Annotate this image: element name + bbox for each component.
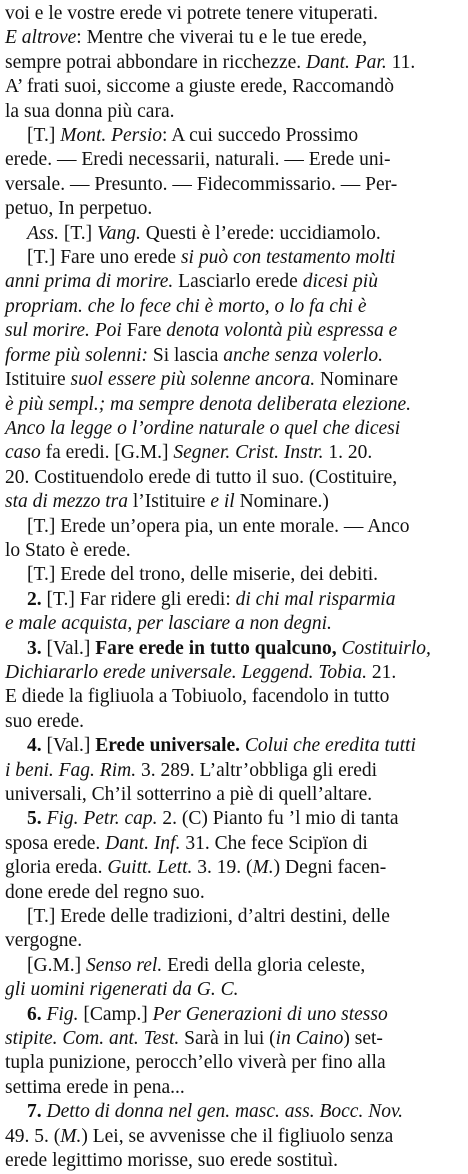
- text-line: [5, 929, 458, 953]
- text-line: [5, 954, 458, 978]
- text-line: [5, 807, 458, 831]
- text-line: [5, 124, 458, 148]
- italic-text: sta di mezzo tra: [5, 491, 128, 513]
- text-line: [5, 319, 458, 343]
- italic-text: anni prima di morire.: [5, 271, 174, 293]
- text-run: ) set-: [343, 1028, 383, 1050]
- text-run: [T.] Erede un’opera pia, un ente morale. — Anco: [27, 515, 410, 537]
- text-run: ) Lei, se avvenisse che il figliuolo senza: [81, 1125, 394, 1147]
- text-run: [T.] Fare uno erede: [27, 247, 181, 269]
- text-line: [5, 881, 458, 905]
- italic-text: Dant. Par.: [306, 51, 387, 73]
- italic-text: Fig.: [46, 1003, 79, 1025]
- text-run: settima erede in pena...: [5, 1076, 185, 1098]
- text-run: 1. 20.: [323, 442, 373, 464]
- text-line: [5, 344, 458, 368]
- text-run: [T.]: [27, 125, 61, 147]
- text-line: [5, 734, 458, 758]
- text-line: [5, 759, 458, 783]
- text-line: [5, 1027, 458, 1051]
- text-run: Nominare: [315, 369, 399, 391]
- text-run: l’Istituire: [127, 491, 211, 513]
- text-run: universali, Ch’il sotterrino a piè di quell’altare.: [5, 784, 373, 805]
- text-line: [5, 515, 458, 539]
- text-line: [5, 856, 458, 880]
- text-line: [5, 710, 458, 734]
- bold-text: 6.: [27, 1003, 42, 1025]
- italic-text: anche senza volerlo.: [223, 344, 384, 366]
- text-run: : Mentre che viverai tu e le tue erede,: [76, 27, 368, 49]
- text-run: voi e le vostre erede vi potrete tenere vituperati.: [5, 3, 379, 24]
- italic-text: Mont. Persio: [60, 125, 163, 147]
- text-run: [Val.]: [41, 637, 96, 659]
- text-run: gloria ereda.: [5, 857, 108, 879]
- text-line: [5, 832, 458, 856]
- text-line: [5, 368, 458, 392]
- italic-text: Dichiararlo erede universale. Leggend. Tobia.: [5, 661, 367, 683]
- text-run: versale. — Presunto. — Fidecommissario. — Per-: [5, 173, 398, 195]
- text-line: [5, 685, 458, 709]
- text-line: [5, 783, 458, 807]
- text-line: [5, 441, 458, 465]
- text-run: 20. Costituendolo erede di tutto il suo. (Costituire,: [5, 466, 398, 488]
- text-line: [5, 1076, 458, 1100]
- text-run: Eredi della gloria celeste,: [162, 954, 366, 976]
- text-run: sposa erede.: [5, 832, 106, 854]
- text-run: 31. Che fece Scipïon di: [180, 832, 368, 854]
- text-run: fa eredi. [G.M.]: [40, 442, 174, 464]
- italic-text: Guitt. Lett.: [107, 857, 193, 879]
- italic-text: stipite. Com. ant. Test.: [5, 1028, 180, 1050]
- text-line: [5, 222, 458, 246]
- text-run: suo erede.: [5, 710, 85, 732]
- italic-text: Dant. Inf.: [105, 832, 181, 854]
- text-run: 3. 289. L’altr’obbliga gli eredi: [136, 759, 378, 781]
- text-run: Nominare.): [234, 491, 329, 513]
- text-line: [5, 490, 458, 514]
- italic-text: denota volontà più espressa e: [166, 320, 398, 342]
- bold-text: 4.: [27, 735, 42, 757]
- italic-text: e male acquista, per lasciare a non degni.: [5, 613, 332, 635]
- italic-text: Costituirlo,: [341, 637, 431, 659]
- text-run: 49. 5. (: [5, 1125, 61, 1147]
- text-run: [Val.]: [41, 735, 96, 757]
- italic-text: Segner. Crist. Instr.: [173, 442, 324, 464]
- italic-text: Vang.: [97, 222, 141, 244]
- text-run: [T.] Erede del trono, delle miserie, dei debiti.: [27, 564, 379, 586]
- text-run: E diede la figliuola a Tobiuolo, facendolo in tutto: [5, 686, 390, 708]
- text-line: [5, 26, 458, 50]
- italic-text: Detto di donna nel gen. masc. ass. Bocc. Nov.: [46, 1101, 404, 1123]
- text-run: 21.: [366, 661, 397, 683]
- text-line: [5, 100, 458, 124]
- text-run: [G.M.]: [27, 954, 87, 976]
- text-run: petuo, In perpetuo.: [5, 198, 153, 220]
- italic-text: Colui che eredita tutti: [244, 735, 416, 757]
- text-run: A’ frati suoi, siccome a giuste erede, Raccomandò: [5, 76, 394, 98]
- text-run: [T.]: [58, 222, 98, 244]
- text-line: [5, 270, 458, 294]
- text-line: [5, 246, 458, 270]
- text-run: la sua donna più cara.: [5, 100, 175, 122]
- text-line: [5, 148, 458, 172]
- bold-text: 2.: [27, 588, 42, 610]
- bold-text: Erede universale.: [95, 735, 241, 757]
- bold-text: 7.: [27, 1101, 42, 1123]
- text-line: [5, 2, 458, 26]
- italic-text: suol essere più solenne ancora.: [70, 369, 316, 391]
- text-run: [T.] Erede delle tradizioni, d’altri destini, delle: [27, 906, 390, 928]
- text-line: [5, 905, 458, 929]
- italic-text: Anco la legge o l’ordine naturale o quel che dicesi: [5, 417, 401, 439]
- italic-text: sul morire. Poi: [5, 320, 122, 342]
- italic-text: Fig. Petr. cap.: [46, 808, 158, 830]
- text-line: [5, 539, 458, 563]
- text-run: [Camp.]: [78, 1003, 153, 1025]
- italic-text: M.: [60, 1125, 82, 1147]
- text-line: [5, 563, 458, 587]
- text-line: [5, 466, 458, 490]
- text-run: Fare: [121, 320, 167, 342]
- italic-text: i beni. Fag. Rim.: [5, 759, 137, 781]
- text-line: [5, 1149, 458, 1173]
- text-line: [5, 612, 458, 636]
- italic-text: Per Generazioni di uno stesso: [152, 1003, 388, 1025]
- italic-text: propriam. che lo fece chi è morto, o lo fa chi è: [5, 295, 367, 317]
- text-line: [5, 1125, 458, 1149]
- text-run: Si lascia: [147, 344, 224, 366]
- text-run: [T.] Far ridere gli eredi:: [41, 588, 236, 610]
- italic-text: caso: [5, 442, 41, 464]
- text-line: [5, 51, 458, 75]
- bold-text: Fare erede in tutto qualcuno,: [95, 637, 337, 659]
- text-run: 2. (C) Pianto fu ’l mio di tanta: [157, 808, 399, 830]
- text-line: [5, 637, 458, 661]
- italic-text: forme più solenni:: [5, 344, 148, 366]
- text-run: lo Stato è erede.: [5, 539, 131, 561]
- text-run: : A cui succedo Prossimo: [162, 125, 359, 147]
- text-run: vergogne.: [5, 930, 83, 952]
- text-line: [5, 295, 458, 319]
- italic-text: Senso rel.: [86, 954, 163, 976]
- italic-text: Ass.: [27, 222, 59, 244]
- text-run: erede legittimo morisse, suo erede sostituì.: [5, 1150, 339, 1172]
- italic-text: e il: [210, 491, 235, 513]
- italic-text: gli uomini rigenerati da G. C.: [5, 979, 239, 1001]
- text-line: [5, 588, 458, 612]
- italic-text: dicesi più: [302, 271, 378, 293]
- text-line: [5, 661, 458, 685]
- text-run: tupla punizione, perocch’ello viverà per fino alla: [5, 1052, 386, 1074]
- text-run: Lasciarlo erede: [173, 271, 303, 293]
- italic-text: M.: [252, 857, 274, 879]
- italic-text: si può con testamento molti: [180, 247, 396, 269]
- text-line: [5, 173, 458, 197]
- text-run: ) Degni facen-: [273, 857, 387, 879]
- text-line: [5, 1100, 458, 1124]
- text-run: Istituire: [5, 369, 71, 391]
- text-line: [5, 197, 458, 221]
- bold-text: 5.: [27, 808, 42, 830]
- text-run: 11.: [386, 51, 416, 73]
- text-run: 3. 19. (: [192, 857, 253, 879]
- bold-text: 3.: [27, 637, 42, 659]
- text-run: Sarà in lui (: [179, 1028, 276, 1050]
- italic-text: E altrove: [5, 27, 77, 49]
- text-run: sempre potrai abbondare in ricchezze.: [5, 51, 307, 73]
- text-line: [5, 978, 458, 1002]
- italic-text: in Caino: [275, 1028, 344, 1050]
- text-line: [5, 417, 458, 441]
- text-run: erede. — Eredi necessarii, naturali. — Erede uni-: [5, 149, 391, 171]
- text-run: done erede del regno suo.: [5, 881, 205, 903]
- text-line: [5, 1051, 458, 1075]
- text-line: [5, 1003, 458, 1027]
- text-line: [5, 393, 458, 417]
- italic-text: di chi mal risparmia: [235, 588, 396, 610]
- text-run: Questi è l’erede: uccidiamolo.: [140, 222, 381, 244]
- text-line: [5, 75, 458, 99]
- italic-text: è più sempl.; ma sempre denota deliberata elezione.: [5, 393, 411, 415]
